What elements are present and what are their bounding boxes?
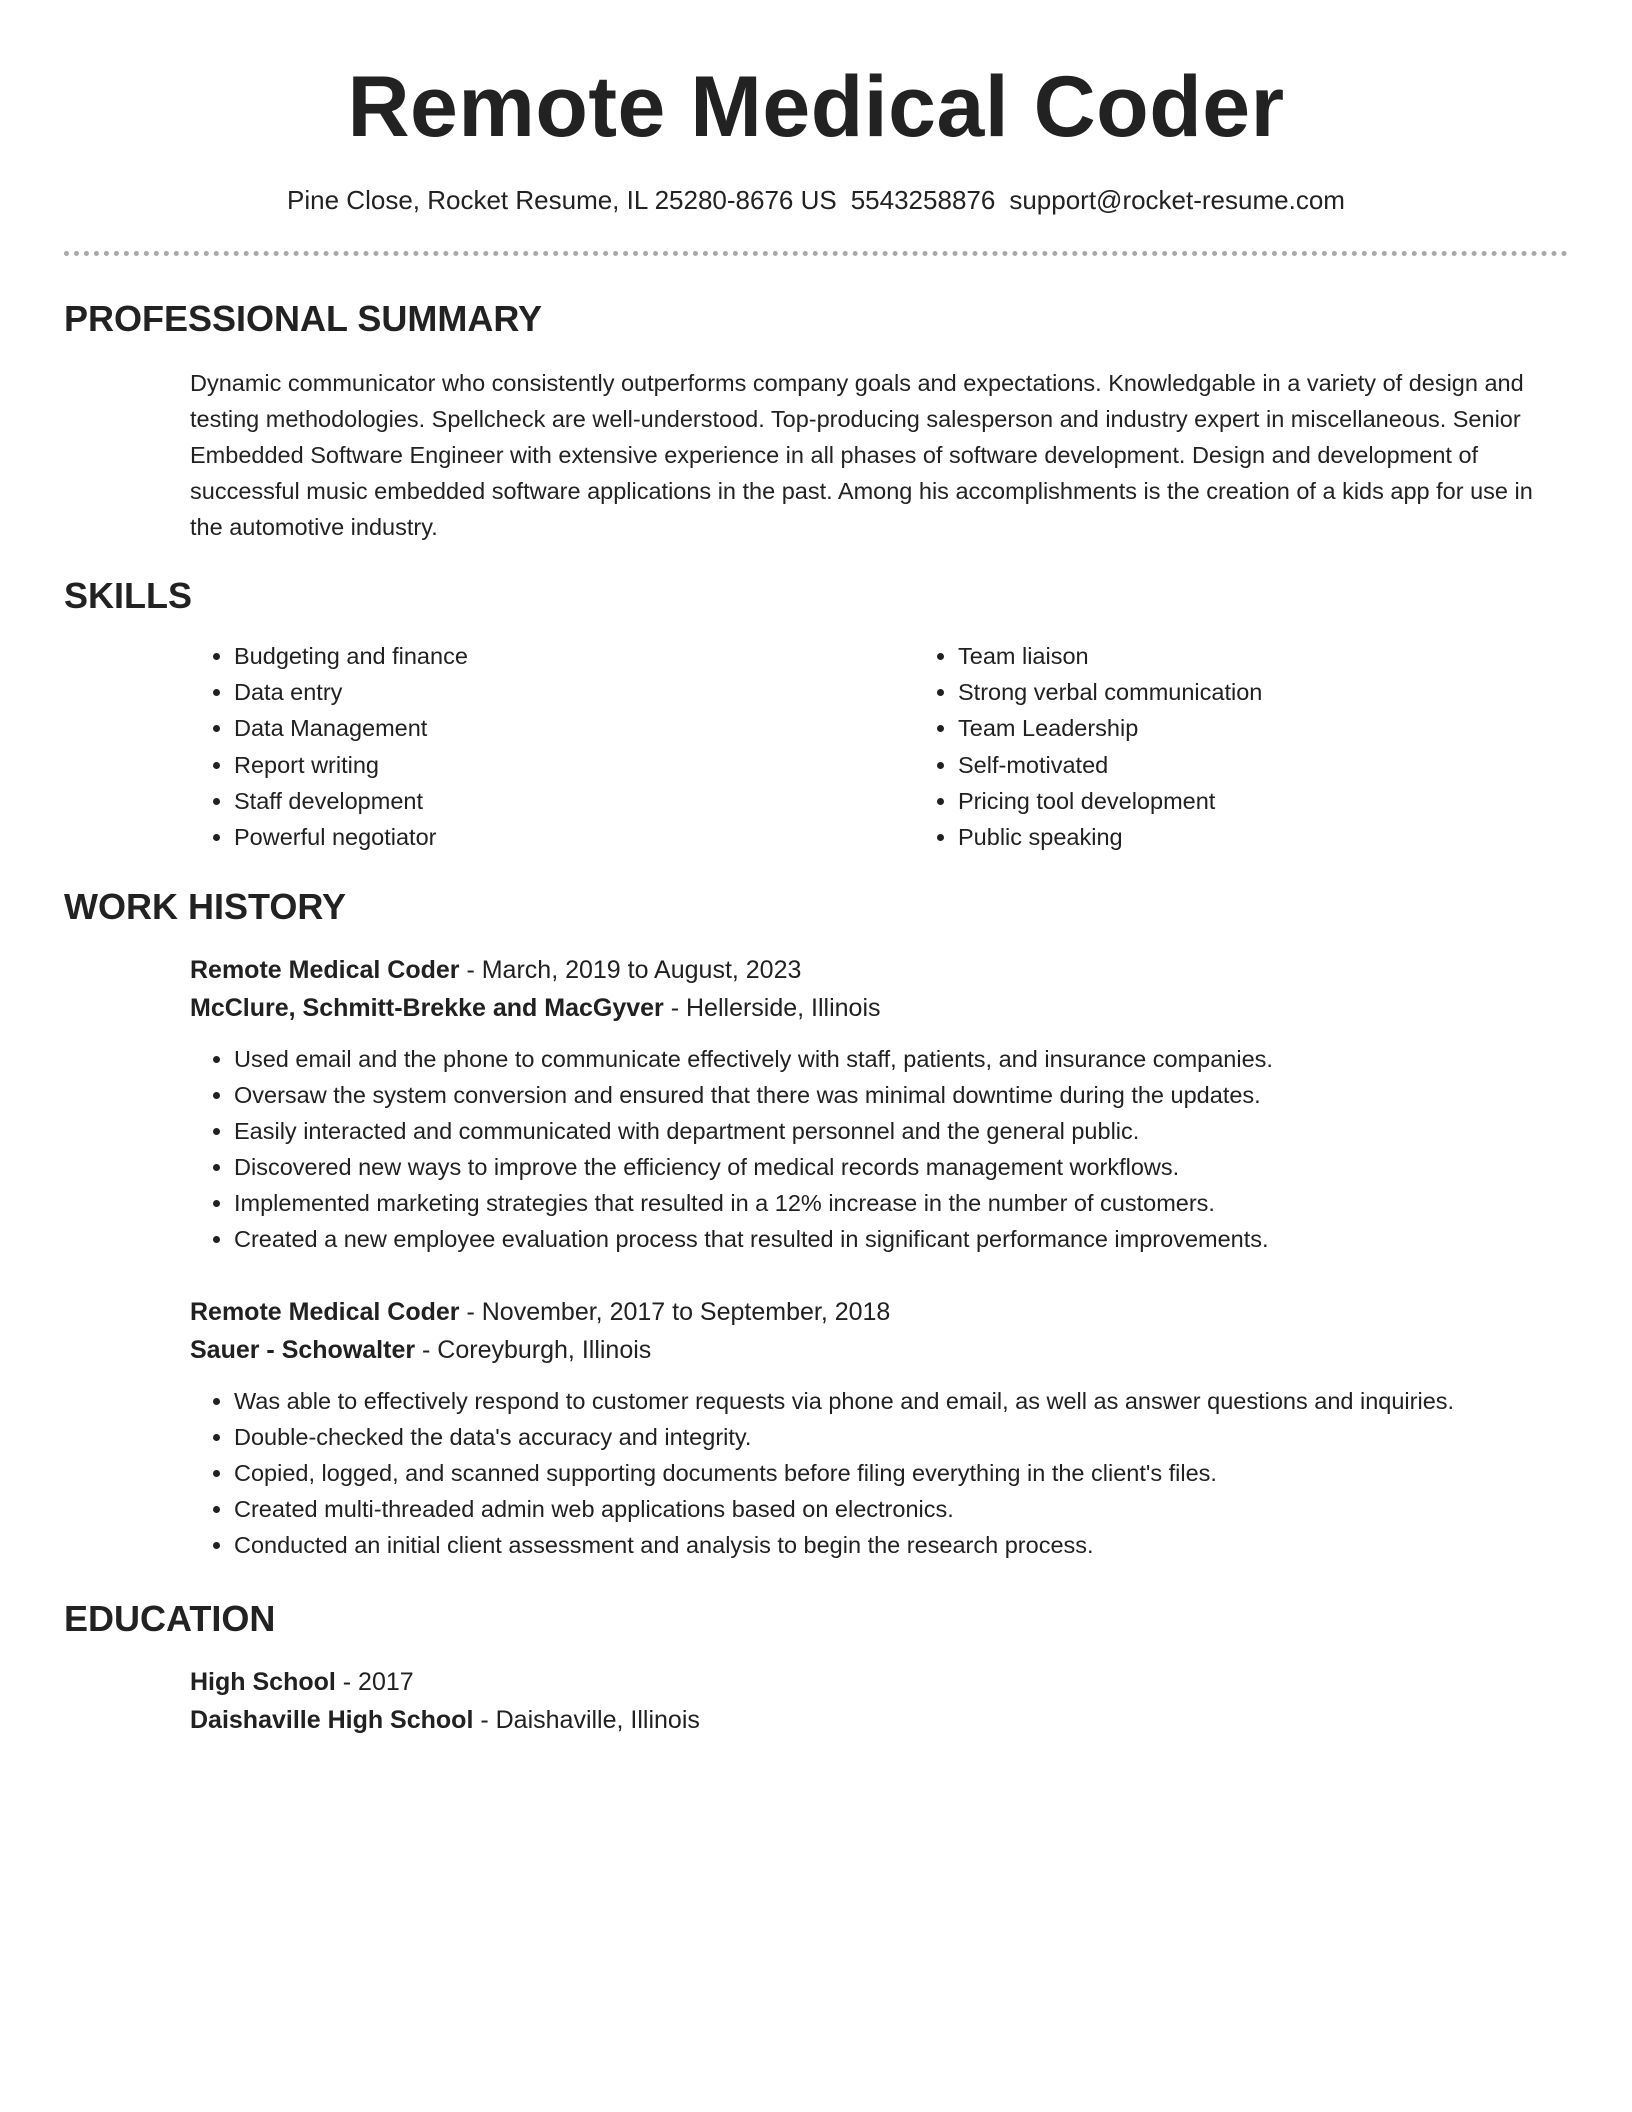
- job-bullet: • Discovered new ways to improve the efficiency of medical records management workflows.: [234, 1149, 1568, 1185]
- skill-item: • Public speaking: [958, 819, 1632, 855]
- skills-list: [190, 638, 1632, 855]
- skill-item: • Budgeting and finance: [234, 638, 914, 674]
- contact-email: support@rocket-resume.com: [1009, 185, 1345, 215]
- job-bullet: • Used email and the phone to communicate effectively with staff, patients, and insurance companies.: [234, 1041, 1568, 1077]
- job-location: - Hellerside, Illinois: [663, 994, 881, 1022]
- header-divider: [64, 251, 1568, 256]
- skill-item: • Staff development: [234, 783, 914, 819]
- job-bullet: • Conducted an initial client assessment and analysis to begin the research process.: [234, 1527, 1568, 1563]
- skills-column-left: [190, 638, 914, 855]
- job-entry: [190, 951, 1568, 1257]
- contact-info: [64, 182, 1568, 218]
- job-bullet: • Was able to effectively respond to customer requests via phone and email, as well as answer questions and inquiries.: [234, 1383, 1568, 1419]
- education-degree-line: [190, 1663, 700, 1701]
- job-title-line: [190, 1293, 1568, 1331]
- skill-item: • Data entry: [234, 674, 914, 710]
- job-bullet: • Double-checked the data's accuracy and integrity.: [234, 1419, 1568, 1455]
- contact-address: Pine Close, Rocket Resume, IL 25280-8676 US: [287, 185, 837, 215]
- education-school: Daishaville High School: [190, 1706, 474, 1734]
- job-company-line: [190, 989, 1568, 1027]
- skill-item: • Team liaison: [958, 638, 1632, 674]
- skill-item: • Self-motivated: [958, 747, 1632, 783]
- job-bullets: [190, 1383, 1568, 1563]
- job-bullet: • Implemented marketing strategies that resulted in a 12% increase in the number of customers.: [234, 1185, 1568, 1221]
- contact-phone: 5543258876: [850, 185, 996, 215]
- education-school-line: [190, 1701, 700, 1739]
- skill-item: • Data Management: [234, 710, 914, 746]
- summary-text: Dynamic communicator who consistently outperforms company goals and expectations. Knowledgable in a variety of design and testing methodologies. Spellcheck are well-understood. Top-producing salesperson and industry expert in miscellaneous. Senior Embedded Software Engineer with extensive experience in all phases of software development. Design and development of successful music embedded software applications in the past. Among his accomplishments is the creation of a kids app for use in the automotive industry.: [190, 370, 1533, 540]
- resume-page: [64, 0, 1568, 1734]
- resume-header: [64, 0, 1568, 256]
- job-bullets: [190, 1041, 1568, 1257]
- job-bullet: • Easily interacted and communicated with department personnel and the general public.: [234, 1113, 1568, 1149]
- skill-item: • Team Leadership: [958, 710, 1632, 746]
- section-title-skills: SKILLS: [64, 575, 193, 616]
- section-title-education: EDUCATION: [64, 1598, 276, 1639]
- job-dates: - March, 2019 to August, 2023: [459, 956, 802, 984]
- job-bullet: • Created multi-threaded admin web applications based on electronics.: [234, 1491, 1568, 1527]
- skill-item: • Report writing: [234, 747, 914, 783]
- job-location: - Coreyburgh, Illinois: [415, 1336, 652, 1364]
- education-entry: [190, 1663, 700, 1739]
- job-role: Remote Medical Coder: [190, 956, 460, 984]
- section-title-summary: PROFESSIONAL SUMMARY: [64, 298, 543, 339]
- job-bullet: • Created a new employee evaluation process that resulted in significant performance improvements.: [234, 1221, 1568, 1257]
- education-location: - Daishaville, Illinois: [473, 1706, 700, 1734]
- job-entry: [190, 1293, 1568, 1563]
- education-year: - 2017: [335, 1668, 414, 1696]
- job-bullet: • Oversaw the system conversion and ensured that there was minimal downtime during the updates.: [234, 1077, 1568, 1113]
- job-title-line: [190, 951, 1568, 989]
- summary-section: [190, 365, 1568, 545]
- job-company-line: [190, 1331, 1568, 1369]
- job-bullet: • Copied, logged, and scanned supporting documents before filing everything in the client's files.: [234, 1455, 1568, 1491]
- job-dates: - November, 2017 to September, 2018: [459, 1298, 891, 1326]
- job-role: Remote Medical Coder: [190, 1298, 460, 1326]
- skill-item: • Strong verbal communication: [958, 674, 1632, 710]
- education-degree: High School: [190, 1668, 336, 1696]
- skills-column-right: [914, 638, 1632, 855]
- skill-item: • Pricing tool development: [958, 783, 1632, 819]
- section-title-work-history: WORK HISTORY: [64, 886, 347, 927]
- skill-item: • Powerful negotiator: [234, 819, 914, 855]
- job-company: McClure, Schmitt-Brekke and MacGyver: [190, 994, 664, 1022]
- job-company: Sauer - Schowalter: [190, 1336, 416, 1364]
- candidate-name: Remote Medical Coder: [347, 59, 1285, 155]
